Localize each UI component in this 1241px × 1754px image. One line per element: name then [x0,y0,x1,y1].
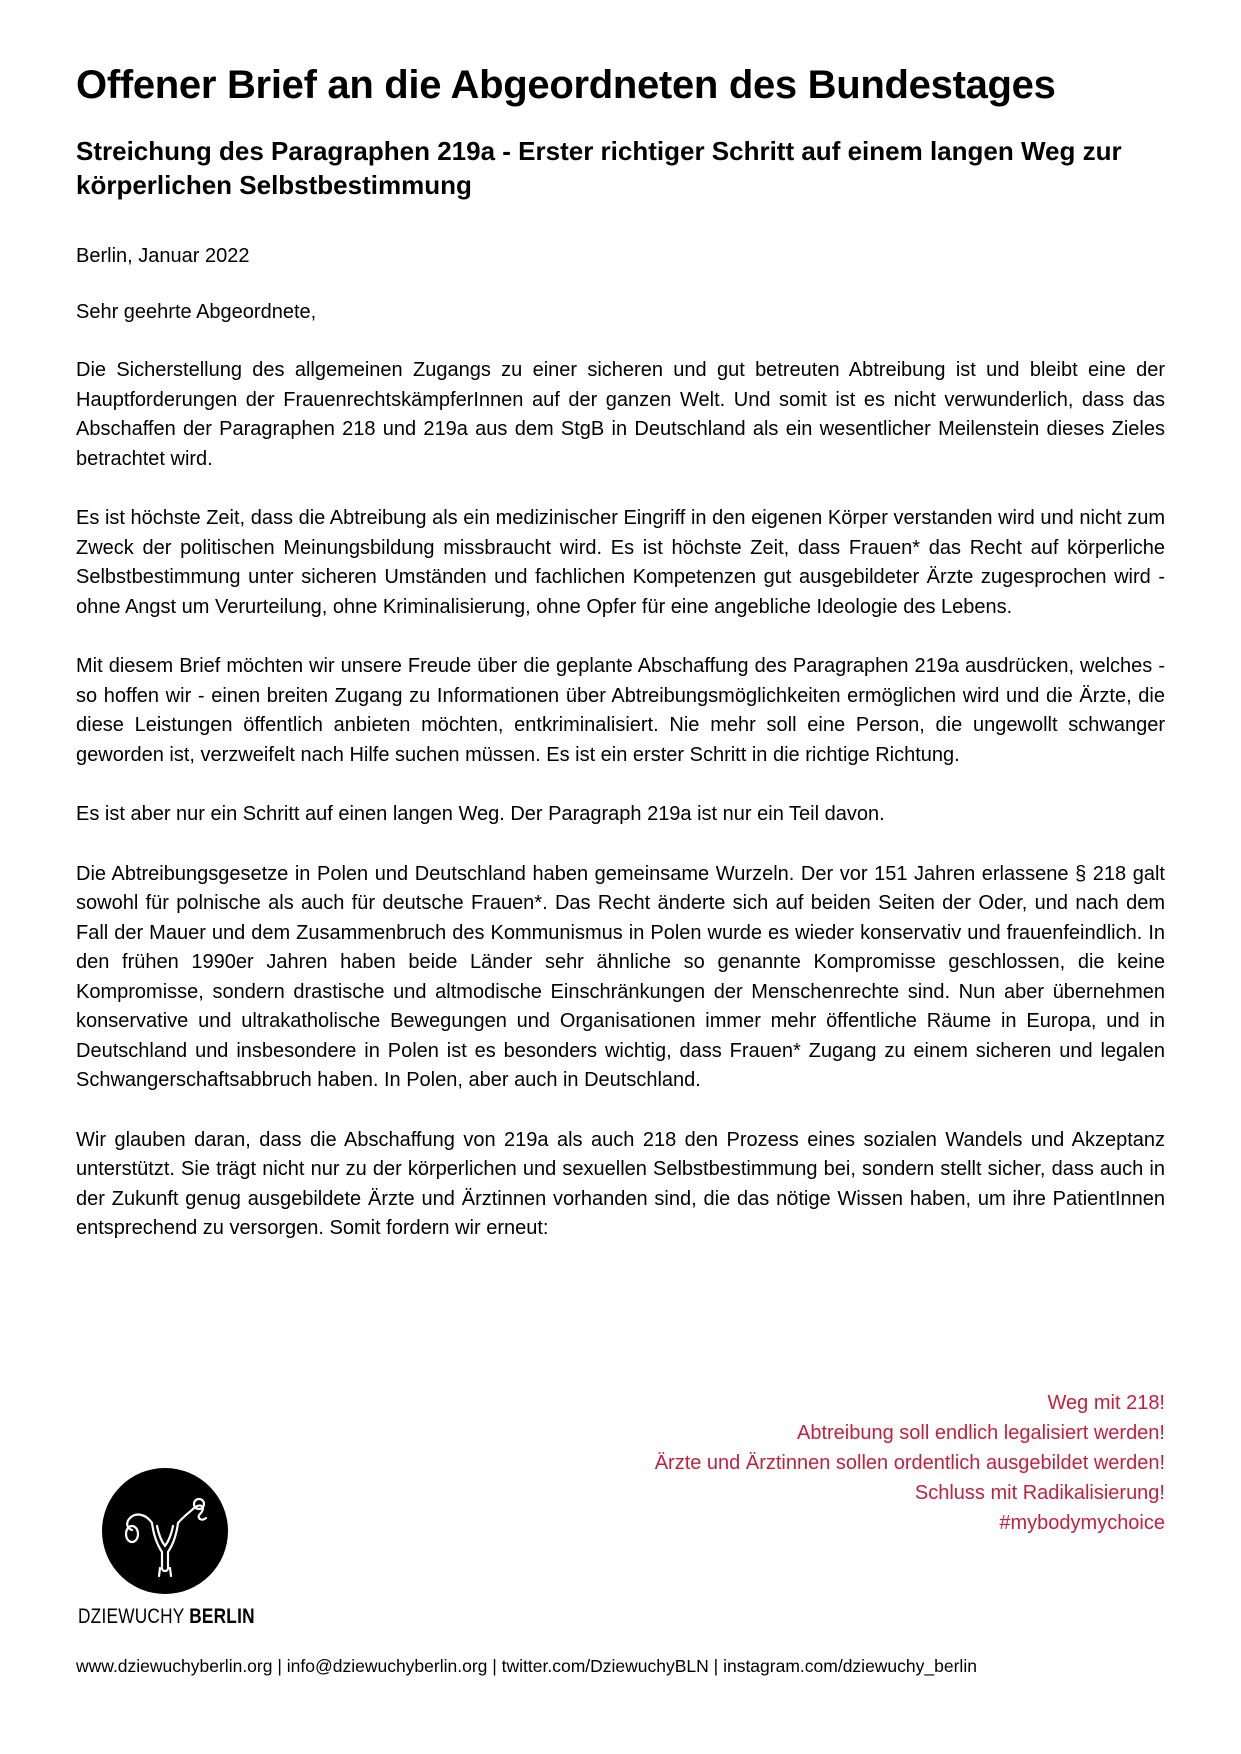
letter-page [76,60,1165,1264]
brand-name-light: DZIEWUCHY [78,1605,185,1628]
demands-list [655,1388,1165,1538]
paragraph: Die Sicherstellung des allgemeinen Zugangs zu einer sicheren und gut betreuten Abtreibung ist und bleibt eine der Hauptforderungen der FrauenrechtskämpferInnen auf der ganzen Welt. Und somit ist es nicht verwunderlich, dass das Abschaffen der Paragraphen 218 und 219a aus dem StgB in Deutschland als ein wesentlicher Meilenstein dieses Zieles betrachtet wird. [76,359,1165,470]
demand-item: Ärzte und Ärztinnen sollen ordentlich ausgebildet werden! [654,1452,1165,1474]
uterus-circle-icon [102,1468,228,1594]
letter-subtitle: Streichung des Paragraphen 219a - Erster richtiger Schritt auf einem langen Weg zur körperlichen Selbstbestimmung [76,136,1122,200]
footer-contacts: www.dziewuchyberlin.org | info@dziewuchyberlin.org | twitter.com/DziewuchyBLN | instagram.com/dziewuchy_berlin [76,1656,977,1676]
demand-item: Abtreibung soll endlich legalisiert werden! [797,1422,1165,1444]
demand-item: Weg mit 218! [1047,1392,1165,1414]
paragraph: Es ist höchste Zeit, dass die Abtreibung als ein medizinischer Eingriff in den eigenen Körper verstanden wird und nicht zum Zweck der politischen Meinungsbildung missbraucht wird. Es ist höchste Zeit, dass Frauen* das Recht auf körperliche Selbstbestimmung unter sicheren Umständen und fachlichen Kompetenzen gut ausgebildeter Ärzte zugesprochen wird - ohne Angst um Verurteilung, ohne Kriminalisierung, ohne Opfer für eine angebliche Ideologie des Lebens. [76,507,1165,618]
letter-date: Berlin, Januar 2022 [76,245,250,267]
demand-item: #mybodymychoice [999,1512,1165,1534]
paragraph: Die Abtreibungsgesetze in Polen und Deutschland haben gemeinsame Wurzeln. Der vor 151 Jahren erlassene § 218 galt sowohl für polnische als auch für deutsche Frauen*. Das Recht änderte sich auf beiden Seiten der Oder, und nach dem Fall der Mauer und dem Zusammenbruch des Kommunismus in Polen wurde es wieder konservativ und frauenfeindlich. In den frühen 1990er Jahren haben beide Länder sehr ähnliche so genannte Kompromisse geschlossen, die keine Kompromisse, sondern drastische und altmodische Einschränkungen der Menschenrechte sind. Nun aber übernehmen konservative und ultrakatholische Bewegungen und Organisationen immer mehr öffentliche Räume in Europa, und in Deutschland und insbesondere in Polen ist es besonders wichtig, dass Frauen* Zugang zu einem sicheren und legalen Schwangerschaftsabbruch haben. In Polen, aber auch in Deutschland. [76,862,1165,1091]
demand-item: Schluss mit Radikalisierung! [914,1482,1165,1504]
salutation: Sehr geehrte Abgeordnete, [76,301,317,323]
paragraph: Es ist aber nur ein Schritt auf einen langen Weg. Der Paragraph 219a ist nur ein Teil davon. [76,803,885,825]
paragraph: Wir glauben daran, dass die Abschaffung von 219a als auch 218 den Prozess eines sozialen Wandels und Akzeptanz unterstützt. Sie trägt nicht nur zu der körperlichen und sexuellen Selbstbestimmung bei, sondern stellt sicher, dass auch in der Zukunft genug ausgebildete Ärzte und Ärztinnen vorhanden sind, die das nötige Wissen haben, um ihre PatientInnen entsprechend zu versorgen. Somit fordern wir erneut: [76,1128,1165,1239]
letter-title: Offener Brief an die Abgeordneten des Bundestages [76,63,1056,107]
brand-name-bold: BERLIN [189,1605,255,1628]
paragraph: Mit diesem Brief möchten wir unsere Freude über die geplante Abschaffung des Paragraphen 219a ausdrücken, welches - so hoffen wir - einen breiten Zugang zu Informationen über Abtreibungsmöglichkeiten ermöglichen wird und die Ärzte, die diese Leistungen öffentlich anbieten möchten, entkriminalisiert. Nie mehr soll eine Person, die ungewollt schwanger geworden ist, verzweifelt nach Hilfe suchen müssen. Es ist ein erster Schritt in die richtige Richtung. [76,655,1165,766]
brand-wordmark [78,1604,255,1630]
